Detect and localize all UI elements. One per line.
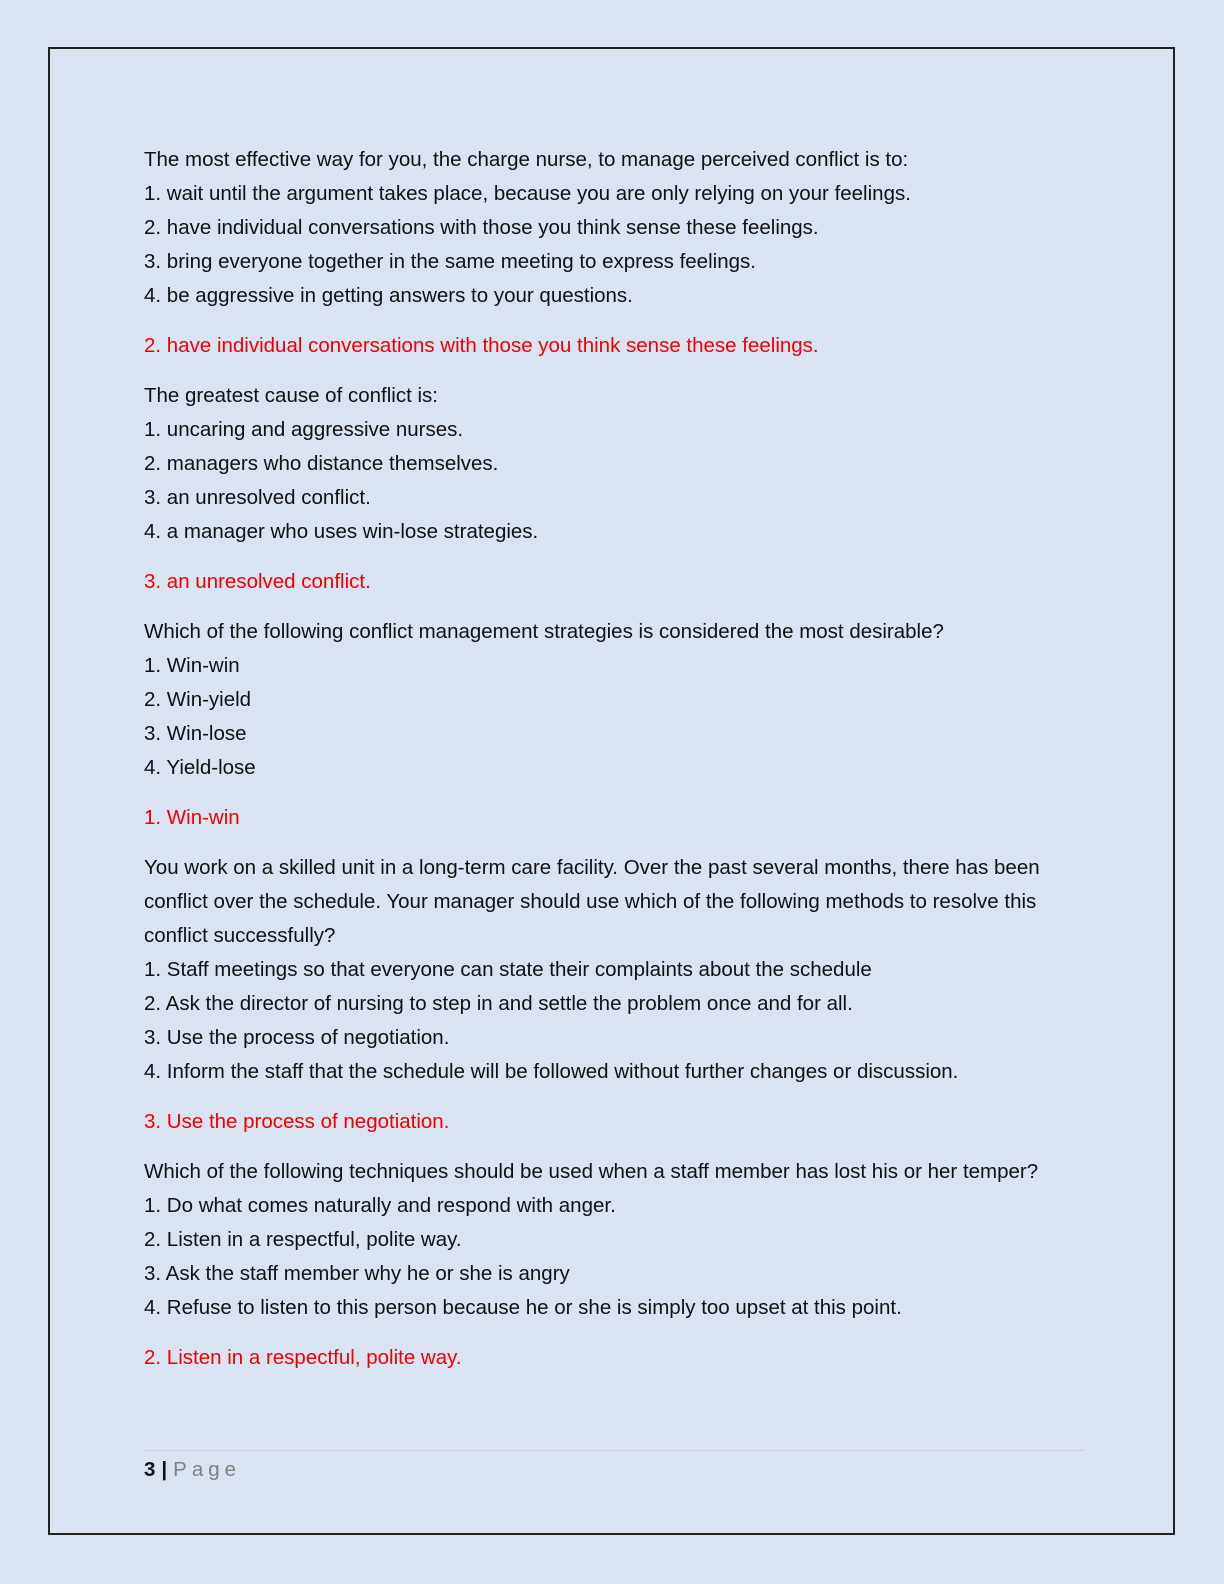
- footer-divider: [144, 1450, 1084, 1451]
- answer-text: 3. Use the process of negotiation.: [144, 1110, 450, 1133]
- question-option: 4. be aggressive in getting answers to your questions.: [144, 284, 633, 307]
- answer-text: 2. have individual conversations with those you think sense these feelings.: [144, 334, 819, 357]
- question-stem: The greatest cause of conflict is:: [144, 384, 438, 407]
- question-stem: Which of the following techniques should be used when a staff member has lost his or her temper?: [144, 1160, 1039, 1183]
- question-option: 1. wait until the argument takes place, because you are only relying on your feelings.: [144, 182, 911, 205]
- question-option: 3. bring everyone together in the same meeting to express feelings.: [144, 250, 756, 273]
- question-option: 2. Win-yield: [144, 688, 252, 711]
- question-block: [144, 143, 1084, 313]
- question-option: 1. Win-win: [144, 654, 240, 677]
- page-label: Page: [173, 1458, 242, 1481]
- question-option: 1. uncaring and aggressive nurses.: [144, 418, 464, 441]
- question-option: 3. an unresolved conflict.: [144, 486, 371, 509]
- question-option: 3. Win-lose: [144, 722, 247, 745]
- question-option: 1. Staff meetings so that everyone can state their complaints about the schedule: [144, 958, 872, 981]
- answer-text: 3. an unresolved conflict.: [144, 570, 371, 593]
- question-option: 2. have individual conversations with those you think sense these feelings.: [144, 216, 819, 239]
- footer-separator: |: [161, 1458, 168, 1481]
- question-block: [144, 1155, 1084, 1325]
- question-option: 2. Listen in a respectful, polite way.: [144, 1228, 462, 1251]
- answer-text: 1. Win-win: [144, 806, 240, 829]
- question-option: 2. Ask the director of nursing to step in and settle the problem once and for all.: [144, 992, 853, 1015]
- question-option: 4. Yield-lose: [144, 756, 256, 779]
- question-option: 2. managers who distance themselves.: [144, 452, 499, 475]
- question-stem: You work on a skilled unit in a long-term care facility. Over the past several months, there has been conflict over the schedule. Your manager should use which of the following methods to resolve this conflict successfully?: [144, 856, 1040, 947]
- question-block: [144, 851, 1084, 1089]
- question-stem: Which of the following conflict management strategies is considered the most desirable?: [144, 620, 944, 643]
- page-footer: [144, 1455, 241, 1485]
- question-stem: The most effective way for you, the charge nurse, to manage perceived conflict is to:: [144, 148, 909, 171]
- answer-text: 2. Listen in a respectful, polite way.: [144, 1346, 462, 1369]
- question-option: 4. Refuse to listen to this person because he or she is simply too upset at this point.: [144, 1296, 902, 1319]
- question-option: 4. a manager who uses win-lose strategies.: [144, 520, 539, 543]
- question-option: 3. Ask the staff member why he or she is angry: [144, 1262, 570, 1285]
- question-block: [144, 615, 1084, 785]
- document-body: [144, 143, 1084, 1391]
- question-option: 1. Do what comes naturally and respond with anger.: [144, 1194, 616, 1217]
- question-block: [144, 379, 1084, 549]
- question-option: 3. Use the process of negotiation.: [144, 1026, 450, 1049]
- question-option: 4. Inform the staff that the schedule will be followed without further changes or discussion.: [144, 1060, 959, 1083]
- page-number: 3: [144, 1458, 156, 1481]
